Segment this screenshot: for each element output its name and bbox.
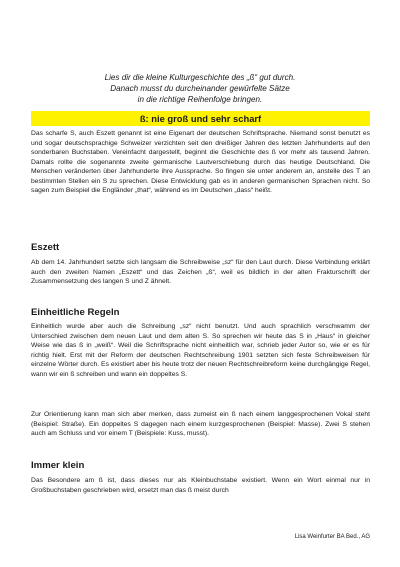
- instructions-line-1: Lies dir die kleine Kulturgeschichte des „ß“ gut durch.: [104, 73, 296, 82]
- title-banner: ß: nie groß und sehr scharf: [31, 111, 370, 126]
- heading-immer-klein: Immer klein: [31, 460, 85, 471]
- paragraph-einheitliche-regeln-1: Einheitlich wurde aber auch die Schreibung „sz“ nicht benutzt. Und auch sprachlich verschwamm der Unterschied zwischen dem neuen Laut und dem alten S. So sprechen wir heute das S in „Haus“ in gleicher Weise wie das ß in „weiß“. Weil die Schriftsprache nicht einheitlich war, schrieb jeder Autor so, wie er es für richtig hielt. Erst mit der Reform der deutschen Rechtschreibung 1901 setzten sich feste Schreibweisen für einzelne Wörter durch. Es existiert aber bis heute trotz der neuen Rechtschreibreform keine durchgängige Regel, wann wir ein ß schreiben und wann ein doppeltes S.: [31, 323, 370, 378]
- instructions-line-2: Danach musst du durcheinander gewürfelte Sätze: [110, 84, 290, 93]
- paragraph-immer-klein: Das Besondere am ß ist, dass dieses nur als Kleinbuchstabe existiert. Wenn ein Wort einmal nur in Großbuchstaben geschrieben wird, ersetzt man das ß meist durch: [31, 477, 370, 494]
- intro-paragraph: Das scharfe S, auch Eszett genannt ist eine Eigenart der deutschen Schriftsprache. Niemand sonst benutzt es und sogar deutschsprachige Schweizer verzichten seit den dreißiger Jahren des letzten Jahrhunderts auf den sonderbaren Buchstaben. Vereinfacht dargestellt, beginnt die Geschichte des ß vor mehr als tausend Jahren. Damals rollte die sogenannte zweite germanische Lautverschiebung durch das heutige Deutschland. Die Menschen veränderten über Jahrhunderte ihre Aussprache. So fingen sie unter anderem an, anstelle des T an bestimmten Stellen ein S zu sprechen. Diese Entwicklung gab es in anderen germanischen Sprachen nicht. So sagen zum Beispiel die Engländer „that“, während es im Deutschen „dass“ heißt.: [31, 130, 370, 195]
- instructions-line-3: in die richtige Reihenfolge bringen.: [137, 95, 263, 104]
- instructions: [0, 72, 400, 105]
- footer-author: Lisa Weinfurter BA Bed., AG: [294, 534, 370, 540]
- heading-eszett: Eszett: [31, 242, 60, 253]
- heading-einheitliche-regeln: Einheitliche Regeln: [31, 307, 120, 318]
- paragraph-eszett: Ab dem 14. Jahrhundert setzte sich langsam die Schreibweise „sz“ für den Laut durch. Diese Verbindung erklärt auch den zweiten Namen „Eszett“ und das Zeichen „ß“, weil es bildlich in der alten Frakturschrift der Zusammensetzung des langen S und Z ähnelt.: [31, 259, 370, 286]
- paragraph-einheitliche-regeln-2: Zur Orientierung kann man sich aber merken, dass zumeist ein ß nach einem langgesprochenen Vokal steht (Beispiel: Straße). Ein doppeltes S dagegen nach einem kurzgesprochenen (Beispiel: Masse). Zwei S stehen auch am Schluss und vor einem T (Beispiele: Kuss, musst).: [31, 411, 370, 438]
